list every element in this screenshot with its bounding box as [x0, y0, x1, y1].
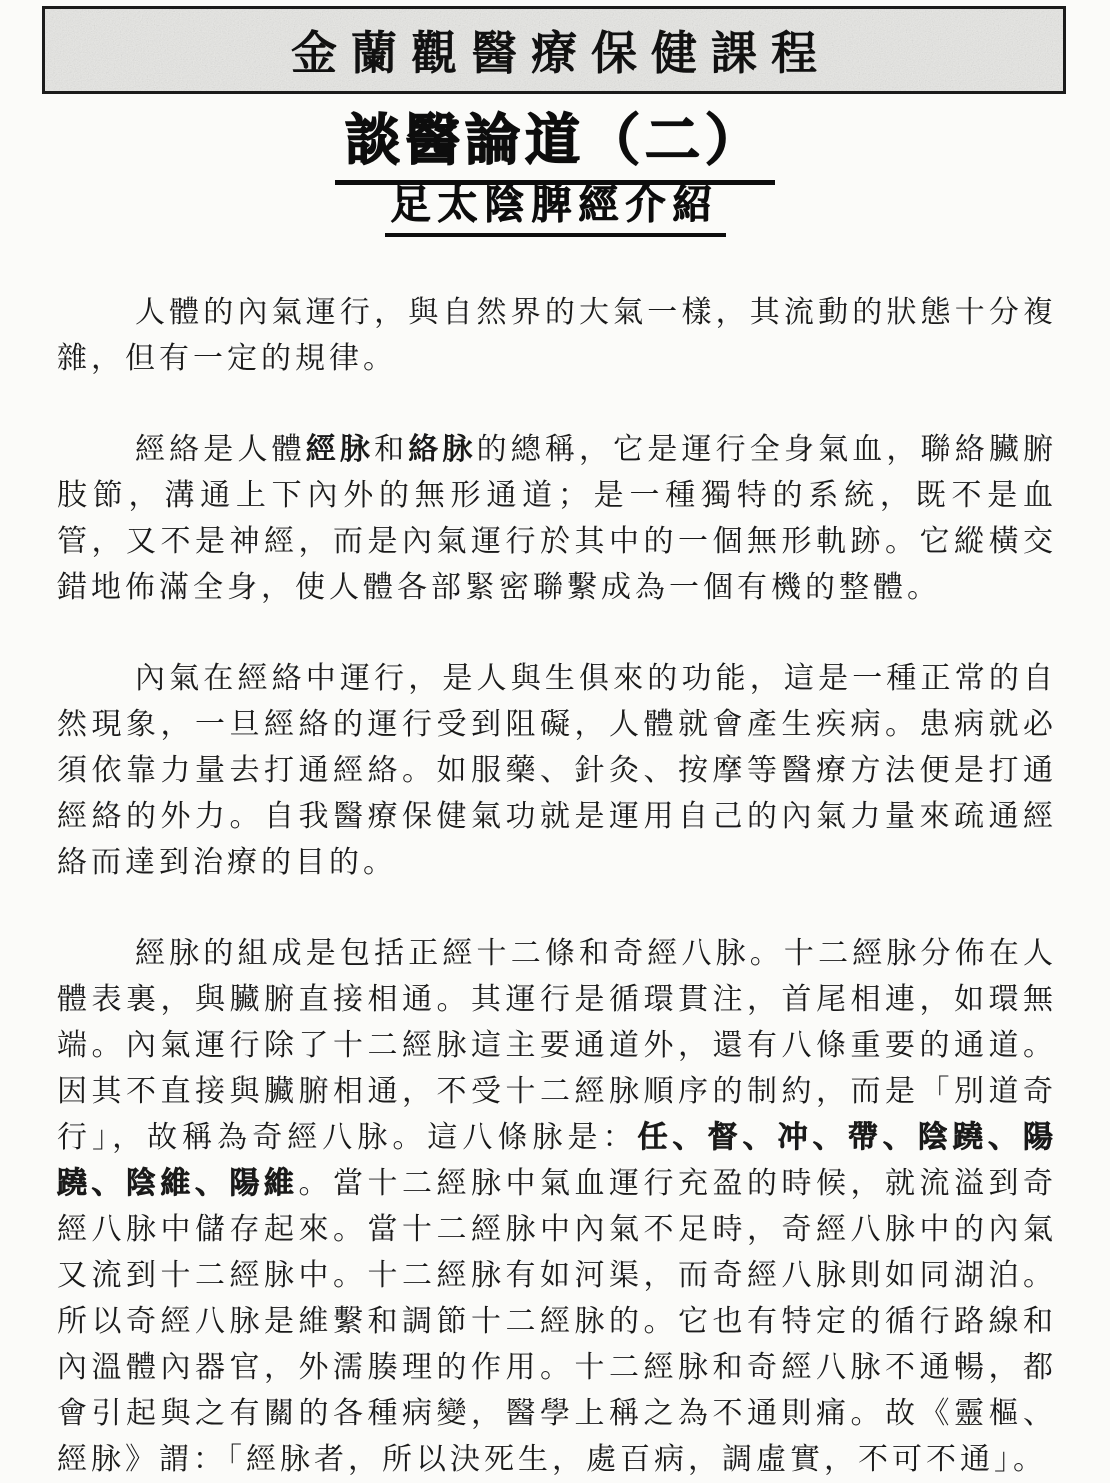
- content-area: [57, 290, 1057, 1483]
- paragraph-text: 經脉的組成是包括正經十二條和奇經八脉。十二經脉分佈在人體表裏，與臟腑直接相通。其運行是循環貫注，首尾相連，如環無端。內氣運行除了十二經脉這主要通道外，還有八條重要的通道。因其不直接與臟腑相通，不受十二經脉順序的制約，而是「別道奇行」，故稱為奇經八脉。這八條脉是：: [57, 936, 1057, 1155]
- paragraph-text: 。當十二經脉中氣血運行充盈的時候，就流溢到奇經八脉中儲存起來。當十二經脉中內氣不足時，奇經八脉中的內氣又流到十二經脉中。十二經脉有如河渠，而奇經八脉則如同湖泊。所以奇經八脉是維繫和調節十二經脉的。它也有特定的循行路線和內溫體內器官，外濡腠理的作用。十二經脉和奇經八脉不通暢，都會引起與之有關的各種病變，醫學上稱之為不通則痛。故《靈樞、經脉》謂：「經脉者，所以決死生，處百病，調虛實，不可不通」。: [57, 1166, 1057, 1477]
- paragraph: [57, 656, 1057, 886]
- paragraph-text: 的總稱，它是運行全身氣血，聯絡臟腑肢節，溝通上下內外的無形通道；是一種獨特的系統，既不是血管，又不是神經，而是內氣運行於其中的一個無形軌跡。它縱橫交錯地佈滿全身，使人體各部緊密聯繫成為一個有機的整體。: [57, 432, 1058, 605]
- paragraph-text: 經絡是人體: [135, 432, 306, 467]
- course-banner-title: 金蘭觀醫療保健課程: [291, 26, 831, 80]
- main-title: 談醫論道（二）: [335, 96, 775, 185]
- paragraph-text: 經脉: [305, 432, 375, 467]
- paragraph-text: 內氣在經絡中運行，是人與生俱來的功能，這是一種正常的自然現象，一旦經絡的運行受到阻礙，人體就會產生疾病。患病就必須依靠力量去打通經絡。如服藥、針灸、按摩等醫療方法便是打通經絡的外力。自我醫療保健氣功就是運用自己的內氣力量來疏通經絡而達到治療的目的。: [57, 661, 1057, 880]
- meridian-names-bold: 任、督、冲、帶、陰蹺、陽蹺、陰維、陽維: [57, 1120, 1058, 1201]
- paragraph: [57, 427, 1057, 611]
- subtitle: 足太陰脾經介紹: [385, 173, 726, 237]
- paragraph: [57, 931, 1057, 1483]
- header-banner: [42, 6, 1066, 94]
- paragraph-text: 人體的內氣運行，與自然界的大氣一樣，其流動的狀態十分複雜，但有一定的規律。: [57, 295, 1057, 376]
- paragraph-text: 和: [374, 432, 409, 467]
- paragraph: [57, 290, 1057, 382]
- paragraph-text: 絡脉: [408, 432, 477, 467]
